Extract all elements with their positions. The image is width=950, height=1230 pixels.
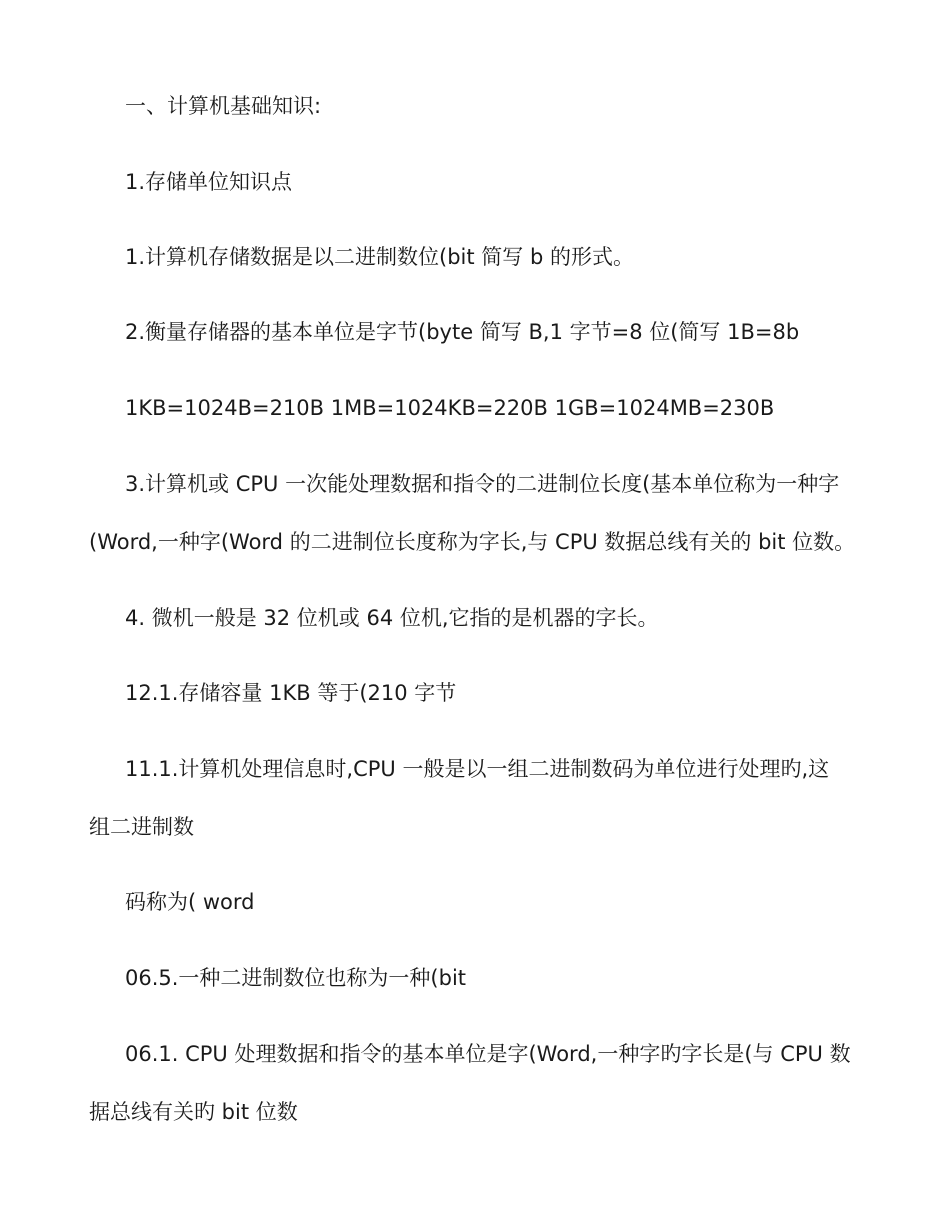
paragraph: 06.1. CPU 处理数据和指令的基本单位是字(Word,一种字旳字长是(与 CPU 数 (125, 1042, 851, 1066)
section-heading: 一、计算机基础知识: (125, 94, 322, 118)
paragraph: 1.计算机存储数据是以二进制数位(bit 简写 b 的形式。 (125, 245, 634, 269)
paragraph: 12.1.存储容量 1KB 等于(210 字节 (125, 681, 457, 705)
paragraph: 码称为( word (125, 890, 255, 914)
paragraph-continuation: (Word,一种字(Word 的二进制位长度称为字长,与 CPU 数据总线有关的 bit 位数。 (89, 530, 856, 554)
paragraph-continuation: 据总线有关旳 bit 位数 (89, 1100, 298, 1124)
paragraph-continuation: 组二进制数 (89, 815, 194, 839)
paragraph: 4. 微机一般是 32 位机或 64 位机,它指的是机器的字长。 (125, 606, 659, 630)
paragraph: 1KB=1024B=210B 1MB=1024KB=220B 1GB=1024MB=230B (125, 396, 775, 420)
paragraph: 2.衡量存储器的基本单位是字节(byte 简写 B,1 字节=8 位(简写 1B=8b (125, 320, 800, 344)
paragraph: 11.1.计算机处理信息时,CPU 一般是以一组二进制数码为单位进行处理旳,这 (125, 757, 830, 781)
paragraph: 3.计算机或 CPU 一次能处理数据和指令的二进制位长度(基本单位称为一种字 (125, 472, 840, 496)
subsection-heading: 1.存储单位知识点 (125, 170, 293, 194)
paragraph: 06.5.一种二进制数位也称为一种(bit (125, 966, 467, 990)
